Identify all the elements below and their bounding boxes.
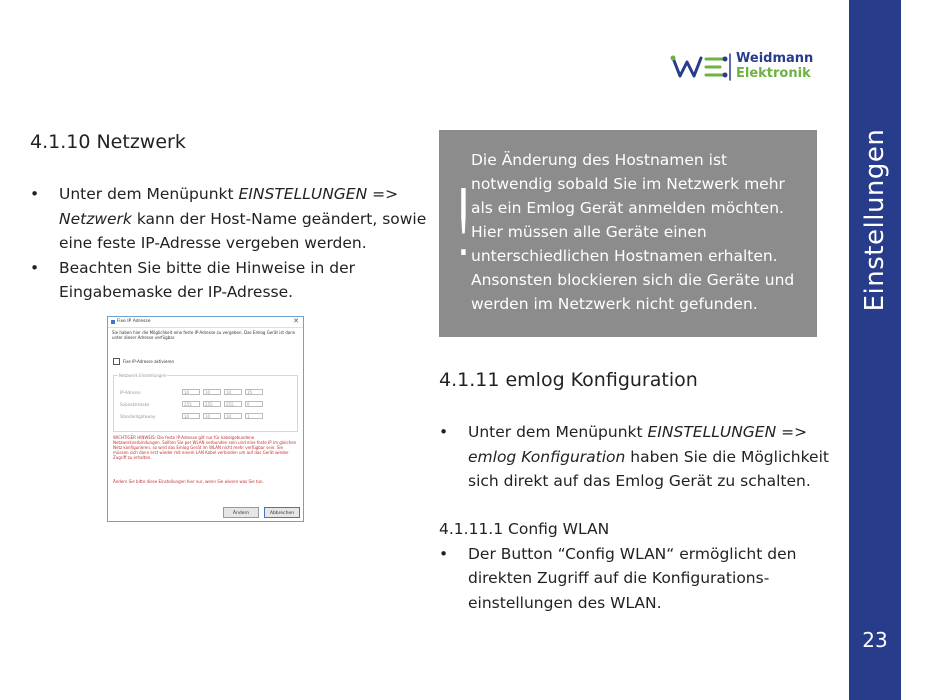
- ip-address-row: IP-Adresse 10 10 10 35: [120, 389, 266, 395]
- netzwerk-bullets: [30, 182, 430, 305]
- config-wlan-section: [439, 517, 834, 615]
- section-heading-emlog: 4.1.11 emlog Konfiguration: [439, 369, 698, 391]
- cancel-button[interactable]: Abbrechen: [264, 507, 300, 518]
- window-icon: [111, 320, 115, 324]
- gateway-row: Standardgateway 10 10 10 1: [120, 413, 266, 419]
- list-item: • Unter dem Menüpunkt EINSTELLUNGEN => emlog Konfiguration haben Sie die Möglichkeit sich direkt auf das Emlog Gerät zu schalten.: [439, 420, 834, 494]
- logo-wordmark: Weidmann Elektronik: [736, 51, 814, 81]
- emlog-bullets: [439, 420, 834, 494]
- sidebar: [849, 0, 901, 700]
- dialog-intro: Sie haben hier die Möglichkeit eine feste IP-Adresse zu vergeben. Das Emlog Gerät ist dann unter dieser Adresse verfügbar.: [112, 330, 296, 340]
- close-icon[interactable]: ✕: [293, 317, 299, 325]
- hostname-notice: [439, 130, 817, 337]
- exclamation-icon: !: [445, 170, 482, 277]
- change-button[interactable]: Ändern: [223, 507, 259, 518]
- dialog-warning: WICHTIGER HINWEIS: Die feste IP-Adresse gilt nur für kabelgebundene Netzwerkverbindungen. Sollten Sie per WLAN verbunden sein und eine feste IP im gleichen Netz konfigurieren, so wird das Emlog Gerät im WLAN nicht mehr verfügbar sein. Sie müssen sich dann erst wieder mit einem LAN Kabel verbinden um auf das Gerät wieder Zugriff zu erhalten.: [113, 435, 297, 460]
- subheading-config-wlan: 4.1.11.1 Config WLAN: [439, 520, 610, 538]
- section-heading-netzwerk: 4.1.10 Netzwerk: [30, 131, 186, 153]
- notice-text: Die Änderung des Hostnamen ist notwendig sobald Sie im Netzwerk mehr als ein Emlog Gerät anmelden möchten. Hier müssen alle Geräte einen unterschiedlichen Hostnamen erhalten. Ansonsten blockieren sich die Geräte und werden im Netzwerk nicht gefunden.: [471, 151, 795, 313]
- sidebar-title: Einstellungen: [860, 128, 890, 312]
- fixed-ip-checkbox[interactable]: Fixe IP-Adresse aktivieren: [113, 358, 174, 365]
- checkbox-box[interactable]: [113, 358, 120, 365]
- subnet-mask-row: Subnetzmaske 255 255 255 0: [120, 401, 266, 407]
- network-settings-group: Netzwerk Einstellungen IP-Adresse 10 10 10 35 Subnetzmaske 255 255 255 0 Standardgateway 10 10 10 1: [113, 375, 298, 432]
- dialog-titlebar: [108, 317, 303, 328]
- page-number: 23: [862, 628, 888, 652]
- list-item: • Der Button “Config WLAN“ ermöglicht den direkten Zugriff auf die Konfigurations-einstellungen des WLAN.: [439, 542, 834, 616]
- dialog-title: Fixe IP Adresse: [117, 319, 151, 324]
- list-item: • Unter dem Menüpunkt EINSTELLUNGEN => Netzwerk kann der Host-Name geändert, sowie eine feste IP-Adresse vergeben werden.: [30, 182, 430, 256]
- list-item: • Beachten Sie bitte die Hinweise in der Eingabemaske der IP-Adresse.: [30, 256, 430, 305]
- dialog-note: Ändern Sie bitte diese Einstellungen hier nur, wenn Sie wissen was Sie tun.: [113, 479, 264, 484]
- fixed-ip-dialog-screenshot: [107, 316, 304, 522]
